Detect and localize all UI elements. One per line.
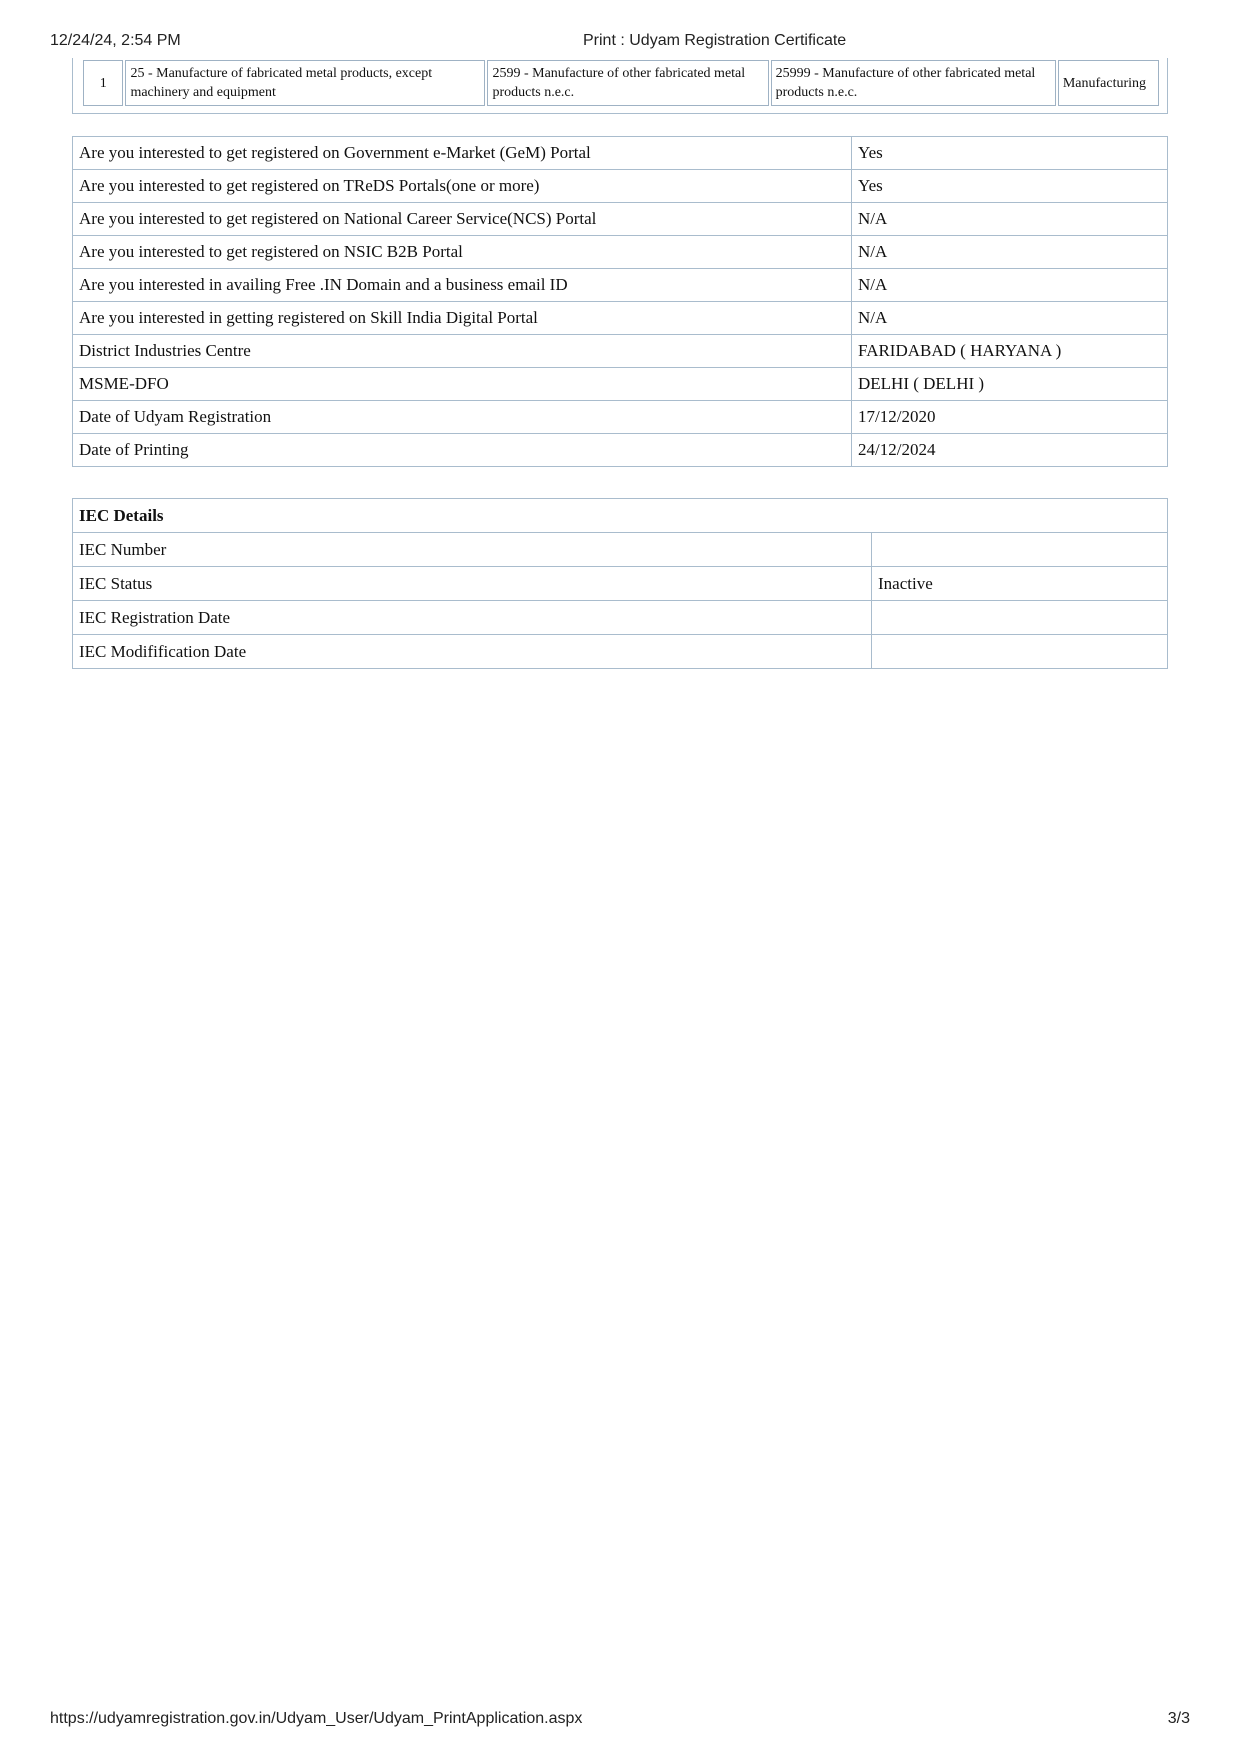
nic-activity-section [72,58,1168,114]
table-row [83,60,1159,106]
info-label: Are you interested in availing Free .IN Domain and a business email ID [73,269,852,302]
table-row [73,567,1168,601]
iec-value [872,533,1168,567]
activity-group: 2599 - Manufacture of other fabricated metal products n.e.c. [487,60,768,106]
info-value: N/A [852,302,1168,335]
print-datetime: 12/24/24, 2:54 PM [50,32,181,49]
info-value: N/A [852,269,1168,302]
info-value: DELHI ( DELHI ) [852,368,1168,401]
iec-value [872,601,1168,635]
info-value: 24/12/2024 [852,434,1168,467]
table-row [73,601,1168,635]
table-row [73,401,1168,434]
print-footer [0,1700,1240,1730]
table-row [73,635,1168,669]
iec-label: IEC Modifification Date [73,635,872,669]
iec-value [872,635,1168,669]
info-value: N/A [852,236,1168,269]
activity-sno: 1 [83,60,123,106]
info-value: Yes [852,170,1168,203]
info-value: 17/12/2020 [852,401,1168,434]
info-label: Are you interested to get registered on NSIC B2B Portal [73,236,852,269]
info-label: Are you interested to get registered on Government e-Market (GeM) Portal [73,137,852,170]
table-row [73,137,1168,170]
info-value: FARIDABAD ( HARYANA ) [852,335,1168,368]
info-label: MSME-DFO [73,368,852,401]
info-label: Date of Printing [73,434,852,467]
info-value: N/A [852,203,1168,236]
table-row [73,269,1168,302]
iec-value: Inactive [872,567,1168,601]
iec-section-title: IEC Details [73,499,1168,533]
table-row [73,533,1168,567]
activity-type: Manufacturing [1058,60,1159,106]
iec-label: IEC Status [73,567,872,601]
table-row [73,203,1168,236]
activity-class: 25999 - Manufacture of other fabricated metal products n.e.c. [771,60,1056,106]
registration-info-table [72,136,1168,467]
table-row [73,302,1168,335]
info-value: Yes [852,137,1168,170]
iec-details-table [72,498,1168,669]
table-row [73,434,1168,467]
table-row [73,170,1168,203]
info-label: Are you interested to get registered on National Career Service(NCS) Portal [73,203,852,236]
print-header [0,0,1240,60]
table-row [73,236,1168,269]
page-number: 3/3 [1167,1710,1190,1727]
info-label: District Industries Centre [73,335,852,368]
info-label: Are you interested in getting registered on Skill India Digital Portal [73,302,852,335]
table-row [73,368,1168,401]
info-label: Date of Udyam Registration [73,401,852,434]
info-label: Are you interested to get registered on TReDS Portals(one or more) [73,170,852,203]
nic-activity-table [81,58,1161,108]
iec-label: IEC Registration Date [73,601,872,635]
iec-label: IEC Number [73,533,872,567]
table-header-row [73,499,1168,533]
print-url: https://udyamregistration.gov.in/Udyam_User/Udyam_PrintApplication.aspx [50,1710,583,1727]
activity-division: 25 - Manufacture of fabricated metal products, except machinery and equipment [125,60,485,106]
table-row [73,335,1168,368]
print-title: Print : Udyam Registration Certificate [583,32,847,49]
